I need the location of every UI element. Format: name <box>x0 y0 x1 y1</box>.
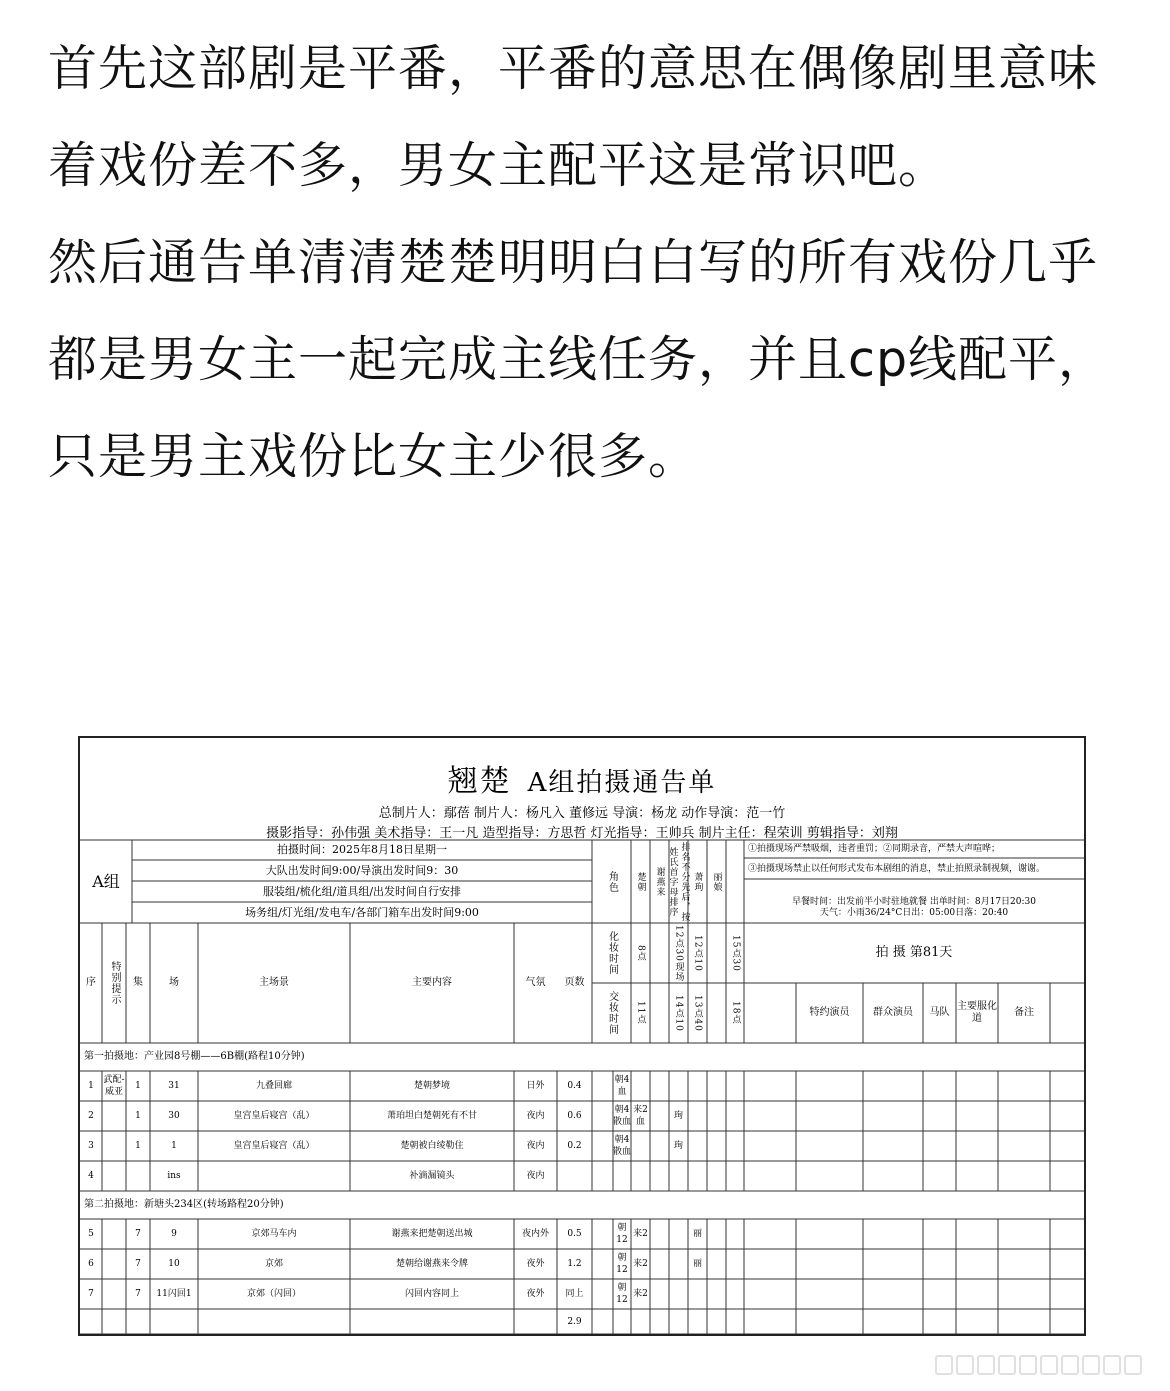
row-c3 <box>669 1249 688 1279</box>
row-c3-text: 珣 <box>673 1141 683 1151</box>
row-pages <box>557 1249 592 1279</box>
post-paragraph-1: 首先这部剧是平番，平番的意思在偶像剧里意味着戏份差不多，男女主配平这是常识吧。 <box>48 40 1099 194</box>
row-pages <box>557 1279 592 1309</box>
row-content <box>350 1101 514 1131</box>
row-pages <box>557 1071 592 1101</box>
row-loc <box>198 1219 350 1249</box>
row-content-text: 楚朝被白绫勒住 <box>400 1141 464 1151</box>
crew-line-2: 摄影指导：孙伟强 美术指导：王一凡 造型指导：方思哲 灯光指导：王帅兵 制片主任：程荣训 剪辑指导：刘翔 <box>266 826 898 841</box>
row-mood <box>514 1131 557 1161</box>
row-seq-text: 1 <box>88 1081 94 1091</box>
row-mood <box>514 1249 557 1279</box>
row-c4 <box>688 1279 707 1309</box>
notice-2-text: ③拍摄现场禁止以任何形式发布本剧组的消息，禁止拍照录制视频，谢谢。 <box>748 863 1046 874</box>
header-props <box>956 983 998 1043</box>
row-c2 <box>631 1279 650 1309</box>
header-props-text: 主要服化道 <box>957 1001 997 1024</box>
header-horse <box>923 983 956 1043</box>
header-location-text: 主场景 <box>259 977 289 988</box>
row-mood-text: 夜内外 <box>521 1229 549 1239</box>
meal-info-text: 早餐时间：出发前半小时驻地就餐 出单时间：8月17日20:30 <box>792 897 1036 907</box>
row-special <box>102 1161 126 1191</box>
row-loc-text: 皇宫皇后寝宫（乱） <box>233 1111 315 1121</box>
header-episode-text: 集 <box>133 977 143 988</box>
site-2-text: 第二拍摄地：新塘头234区(转场路程20分钟) <box>84 1199 284 1210</box>
site-2 <box>80 1191 1084 1219</box>
row-c2-text: 来2 <box>633 1289 648 1299</box>
cast-name <box>669 840 688 923</box>
row-seq-text: 4 <box>88 1171 94 1181</box>
row-scene-text: 9 <box>171 1229 177 1239</box>
header-mood-text: 气氛 <box>525 977 546 988</box>
header-location <box>198 923 350 1043</box>
row-scene <box>150 1249 198 1279</box>
row-loc <box>198 1131 350 1161</box>
cast-name-text: 萧珣 <box>692 871 703 892</box>
row-mood-text: 夜外 <box>526 1289 545 1299</box>
row-pages-text: 1.2 <box>567 1259 582 1269</box>
row-content-text: 闪回内容同上 <box>404 1289 459 1299</box>
row-c4 <box>688 1131 707 1161</box>
info-row-text: 大队出发时间9:00/导演出发时间9：30 <box>265 863 459 877</box>
row-scene <box>150 1071 198 1101</box>
header-pages <box>557 923 592 1043</box>
header-scene-text: 场 <box>169 977 179 988</box>
ready-time-text: 13点40 <box>692 994 703 1032</box>
ready-time <box>631 983 650 1043</box>
row-c4 <box>688 1161 707 1191</box>
row-c1 <box>613 1249 631 1279</box>
row-c3 <box>669 1219 688 1249</box>
row-ep-text: 1 <box>135 1111 141 1121</box>
info-row-text: 服装组/梳化组/道具组/出发时间自行安排 <box>262 884 462 898</box>
row-c2 <box>631 1161 650 1191</box>
makeup-time <box>669 923 688 983</box>
info-row <box>132 840 592 860</box>
weather-info-text: 天气：小雨36/24°C日出：05:00日落：20:40 <box>819 908 1009 918</box>
row-c1 <box>613 1219 631 1249</box>
row-special <box>102 1071 126 1101</box>
row-content <box>350 1071 514 1101</box>
row-c2 <box>631 1101 650 1131</box>
makeup-time <box>688 923 707 983</box>
header-makeup-time-text: 化妆时间 <box>606 931 618 975</box>
header-special-text: 特别提示 <box>109 961 120 1005</box>
total-pages-text: 2.9 <box>567 1316 582 1327</box>
row-loc-text: 京郊（闪回） <box>246 1289 301 1299</box>
row-c2 <box>631 1249 650 1279</box>
row-special <box>102 1219 126 1249</box>
cast-name-text: 谢燕来 <box>654 866 665 897</box>
row-mood <box>514 1279 557 1309</box>
cast-name-text: 排名不分先后，按姓氏首字母排序 <box>667 841 690 922</box>
header-ready-time-text: 交妆时间 <box>606 991 618 1035</box>
row-seq-text: 3 <box>88 1141 94 1151</box>
row-loc <box>198 1249 350 1279</box>
cast-name <box>631 840 650 923</box>
group-label <box>80 840 132 923</box>
row-mood-text: 夜内 <box>526 1111 545 1121</box>
row-c1 <box>613 1131 631 1161</box>
row-seq-text: 5 <box>88 1229 94 1239</box>
cast-name-text: 楚朝 <box>635 871 646 892</box>
info-row-text: 场务组/灯光组/发电车/各部门箱车出发时间9:00 <box>245 905 479 919</box>
row-c4 <box>688 1249 707 1279</box>
row-pages-text: 0.2 <box>567 1141 582 1151</box>
row-c1 <box>613 1071 631 1101</box>
row-content-text: 萧珀坦白楚朝死有不甘 <box>386 1111 477 1121</box>
row-ep-text: 1 <box>135 1141 141 1151</box>
row-content-text: 楚朝给谢燕来令牌 <box>395 1259 468 1269</box>
ready-time <box>688 983 707 1043</box>
crew-line-1: 总制片人：鄢蓓 制片人：杨凡入 董修远 导演：杨龙 动作导演：范一竹 <box>378 806 786 821</box>
row-special-text: 武配-威亚 <box>103 1075 125 1097</box>
row-c3 <box>669 1131 688 1161</box>
makeup-time-text: 12点10 <box>692 934 703 972</box>
makeup-time <box>631 923 650 983</box>
row-pages <box>557 1101 592 1131</box>
row-loc-text: 京郊马车内 <box>251 1229 297 1239</box>
row-content-text: 楚朝梦境 <box>413 1081 450 1091</box>
header-horse-text: 马队 <box>929 1007 950 1018</box>
row-loc-text: 九叠回廊 <box>255 1081 292 1091</box>
row-scene <box>150 1279 198 1309</box>
total-pages <box>557 1309 592 1334</box>
row-mood-text: 夜内 <box>526 1171 545 1181</box>
row-seq-text: 2 <box>88 1111 94 1121</box>
header-mood <box>514 923 557 1043</box>
row-special <box>102 1101 126 1131</box>
day-label <box>744 923 1084 983</box>
cast-name <box>707 840 726 923</box>
info-row-text: 拍摄时间：2025年8月18日星期一 <box>277 843 447 856</box>
row-c4 <box>688 1071 707 1101</box>
ready-time-text: 14点10 <box>673 994 684 1032</box>
row-loc-text: 京郊 <box>264 1259 283 1269</box>
row-c1-text: 朝4散血 <box>613 1105 632 1127</box>
header-guest <box>796 983 863 1043</box>
row-ep <box>126 1279 150 1309</box>
row-c3 <box>669 1279 688 1309</box>
row-c1 <box>613 1279 631 1309</box>
row-c3 <box>669 1101 688 1131</box>
ready-time <box>726 983 745 1043</box>
row-content <box>350 1161 514 1191</box>
header-guest-text: 特约演员 <box>809 1007 850 1018</box>
row-c1-text: 朝12 <box>616 1283 628 1305</box>
header-scene <box>150 923 198 1043</box>
header-ready-time <box>592 983 631 1043</box>
row-ep <box>126 1219 150 1249</box>
row-seq-text: 6 <box>88 1259 94 1269</box>
row-seq <box>80 1279 102 1309</box>
row-loc-text: 皇宫皇后寝宫（乱） <box>233 1141 315 1151</box>
row-mood <box>514 1219 557 1249</box>
site-1 <box>80 1043 1084 1071</box>
row-scene <box>150 1219 198 1249</box>
row-pages-text: 0.6 <box>567 1111 582 1121</box>
header-extras <box>863 983 923 1043</box>
row-special <box>102 1249 126 1279</box>
row-scene-text: 1 <box>171 1141 177 1151</box>
row-c3 <box>669 1161 688 1191</box>
row-loc <box>198 1161 350 1191</box>
row-c2 <box>631 1131 650 1161</box>
row-c2 <box>631 1071 650 1101</box>
row-ep-text: 7 <box>135 1289 141 1299</box>
row-seq <box>80 1249 102 1279</box>
row-c2-text: 来2 <box>633 1259 648 1269</box>
row-c2-text: 来2 <box>633 1229 648 1239</box>
post-paragraph-2: 然后通告单清清楚楚明明白白写的所有戏份几乎都是男女主一起完成主线任务，并且cp线配平，只是男主戏份比女主少很多。 <box>48 234 1109 485</box>
call-sheet-image <box>78 736 1086 1336</box>
row-ep <box>126 1101 150 1131</box>
row-ep-text: 1 <box>135 1081 141 1091</box>
row-content <box>350 1249 514 1279</box>
row-mood-text: 日外 <box>526 1081 545 1091</box>
header-note-text: 备注 <box>1014 1007 1034 1018</box>
weather-info <box>744 902 1084 924</box>
header-content-text: 主要内容 <box>412 977 452 988</box>
ready-time <box>669 983 688 1043</box>
row-ep <box>126 1161 150 1191</box>
header-pages-text: 页数 <box>564 977 585 988</box>
role-header <box>592 840 631 923</box>
row-loc <box>198 1071 350 1101</box>
row-mood <box>514 1161 557 1191</box>
row-special <box>102 1279 126 1309</box>
header-extras-text: 群众演员 <box>873 1007 913 1018</box>
header-seq <box>80 923 102 1043</box>
row-pages <box>557 1219 592 1249</box>
notice-1-text: ①拍摄现场严禁吸烟，违者重罚；②同期录音，严禁大声喧哗； <box>748 844 1001 854</box>
row-scene <box>150 1131 198 1161</box>
post-text <box>48 20 1128 505</box>
row-loc <box>198 1279 350 1309</box>
group-label-text: A组 <box>92 871 120 891</box>
row-ep <box>126 1071 150 1101</box>
row-seq <box>80 1131 102 1161</box>
row-content-text: 谢燕来把楚朝送出城 <box>391 1229 473 1239</box>
row-pages <box>557 1131 592 1161</box>
row-content <box>350 1131 514 1161</box>
header-makeup-time <box>592 923 631 983</box>
row-ep-text: 7 <box>135 1229 141 1239</box>
ready-time-text: 11点 <box>635 1001 646 1025</box>
row-c1-text: 朝12 <box>616 1253 628 1275</box>
header-content <box>350 923 514 1043</box>
row-scene <box>150 1101 198 1131</box>
row-content <box>350 1219 514 1249</box>
row-c4 <box>688 1219 707 1249</box>
row-scene-text: 11闪回1 <box>156 1289 192 1299</box>
row-c3-text: 珣 <box>673 1111 683 1121</box>
row-scene-text: 10 <box>168 1259 180 1269</box>
makeup-time-text: 15点30 <box>730 934 741 972</box>
row-c1-text: 朝4血 <box>614 1075 630 1097</box>
makeup-time-text: 8点 <box>635 944 646 962</box>
row-content <box>350 1279 514 1309</box>
notice-2 <box>744 858 1084 879</box>
row-c4 <box>688 1101 707 1131</box>
row-seq <box>80 1161 102 1191</box>
day-label-text: 拍 摄 第81天 <box>875 945 953 960</box>
row-loc <box>198 1101 350 1131</box>
header-episode <box>126 923 150 1043</box>
row-content-text: 补滴漏镜头 <box>409 1171 455 1181</box>
info-row <box>132 860 592 881</box>
row-c1-text: 朝4散血 <box>613 1135 632 1157</box>
watermark <box>935 1355 1142 1375</box>
role-header-text: 角色 <box>606 870 618 893</box>
row-c1 <box>613 1101 631 1131</box>
row-ep <box>126 1131 150 1161</box>
site-1-text: 第一拍摄地：产业园8号棚——6B棚(路程10分钟) <box>84 1051 305 1062</box>
row-ep <box>126 1249 150 1279</box>
row-scene <box>150 1161 198 1191</box>
row-c1-text: 朝12 <box>616 1223 628 1245</box>
notice-1 <box>744 840 1084 858</box>
makeup-time-text: 12点30现场 <box>673 924 684 982</box>
row-c2 <box>631 1219 650 1249</box>
row-seq <box>80 1101 102 1131</box>
row-c1 <box>613 1161 631 1191</box>
row-c2-text: 来2血 <box>633 1105 648 1127</box>
makeup-time <box>726 923 745 983</box>
row-pages <box>557 1161 592 1191</box>
row-c4-text: 丽 <box>692 1229 702 1239</box>
row-mood <box>514 1101 557 1131</box>
row-c4-text: 丽 <box>692 1259 702 1269</box>
row-special <box>102 1131 126 1161</box>
header-note <box>998 983 1050 1043</box>
row-scene-text: ins <box>167 1171 181 1181</box>
row-c3 <box>669 1071 688 1101</box>
info-row <box>132 902 592 923</box>
cast-name <box>688 840 707 923</box>
row-seq <box>80 1219 102 1249</box>
row-pages-text: 0.5 <box>567 1229 582 1239</box>
info-row <box>132 881 592 902</box>
row-pages-text: 同上 <box>565 1289 584 1299</box>
sheet-title-main: 翘楚 <box>447 764 512 799</box>
row-seq <box>80 1071 102 1101</box>
row-pages-text: 0.4 <box>567 1081 582 1091</box>
row-ep-text: 7 <box>135 1259 141 1269</box>
row-scene-text: 31 <box>168 1081 180 1091</box>
row-mood-text: 夜外 <box>526 1259 545 1269</box>
sheet-title-sub: A组拍摄通告单 <box>527 768 717 798</box>
cast-name-text: 丽娘 <box>711 871 722 892</box>
row-mood <box>514 1071 557 1101</box>
header-special <box>102 923 126 1043</box>
header-seq-text: 序 <box>86 977 96 988</box>
row-scene-text: 30 <box>168 1111 180 1121</box>
ready-time-text: 18点 <box>730 1001 741 1025</box>
row-seq-text: 7 <box>88 1289 94 1299</box>
row-mood-text: 夜内 <box>526 1141 545 1151</box>
